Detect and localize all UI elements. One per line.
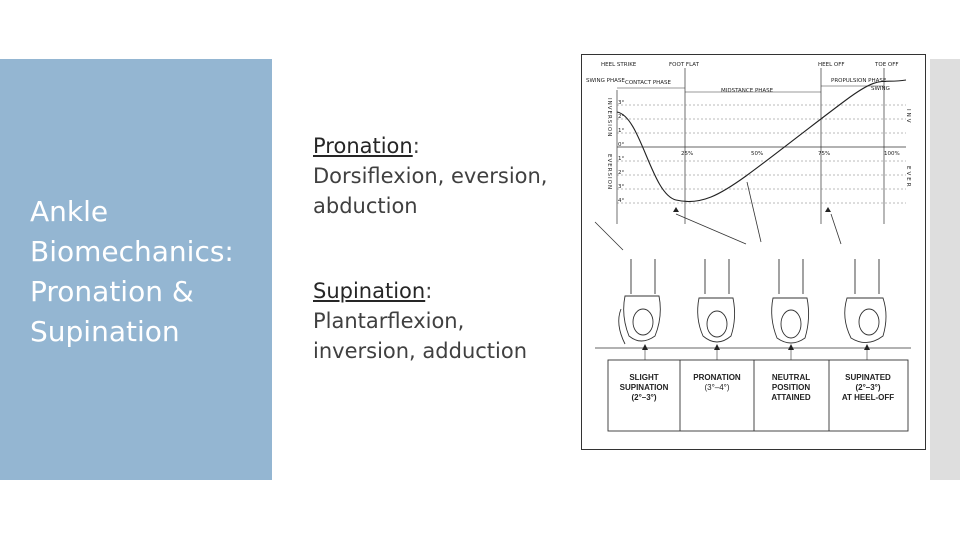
supination-definition [313, 276, 527, 366]
title-line: Ankle [30, 195, 109, 228]
box-label-line: SLIGHT [629, 373, 659, 382]
pronation-line: Dorsiflexion, eversion, [313, 164, 548, 188]
title-line: Biomechanics: [30, 235, 234, 268]
axis-label-ever-right: EVER [905, 166, 911, 189]
axis-label-eversion: EVERSION [606, 154, 612, 191]
right-edge-strip [930, 59, 960, 480]
y-tick-label: 1° [618, 156, 625, 162]
percent-label: 50% [751, 151, 764, 157]
phase-label: SWING PHASE [586, 78, 625, 84]
y-tick-label: 2° [618, 114, 625, 120]
axis-label-inversion: INVERSION [606, 98, 612, 138]
box-label-line: PRONATION [693, 373, 741, 382]
pronation-term: Pronation [313, 134, 413, 158]
box-label-line: (2°–3°) [631, 393, 657, 402]
gait-cycle-figure [581, 54, 926, 450]
title-line: Pronation & [30, 275, 194, 308]
pronation-definition [313, 131, 548, 221]
phase-label: PROPULSION PHASE [831, 78, 887, 84]
box-label-line: SUPINATION [619, 383, 669, 392]
event-label: HEEL STRIKE [601, 62, 637, 68]
box-label-line: (3°–4°) [704, 383, 730, 392]
event-label: HEEL OFF [818, 62, 845, 68]
y-tick-label: 0° [618, 142, 625, 148]
supination-colon: : [425, 279, 433, 303]
pronation-line: abduction [313, 194, 418, 218]
slide-title [30, 192, 270, 352]
y-tick-label: 3° [618, 100, 625, 106]
y-tick-label: 4° [618, 198, 625, 204]
phase-label: MIDSTANCE PHASE [721, 88, 774, 94]
phase-label: CONTACT PHASE [625, 80, 672, 86]
y-tick-label: 1° [618, 128, 625, 134]
supination-line: inversion, adduction [313, 339, 528, 363]
percent-label: 100% [884, 151, 900, 157]
box-label-line: ATTAINED [771, 393, 811, 402]
pronation-colon: : [412, 134, 420, 158]
box-label-line: NEUTRAL [771, 373, 811, 382]
axis-label-inv-right: INV [905, 109, 911, 125]
title-line: Supination [30, 315, 180, 348]
percent-label: 75% [818, 151, 831, 157]
supination-line: Plantarflexion, [313, 309, 465, 333]
phase-label: SWING [871, 86, 890, 92]
y-tick-label: 2° [618, 170, 625, 176]
box-label-line: POSITION [771, 383, 811, 392]
event-label: TOE OFF [875, 62, 899, 68]
supination-term: Supination [313, 279, 426, 303]
percent-label: 25% [681, 151, 694, 157]
event-label: FOOT FLAT [669, 62, 699, 68]
box-label-line: AT HEEL-OFF [841, 393, 895, 402]
box-label-line: (2°–3°) [855, 383, 881, 392]
box-label-line: SUPINATED [845, 373, 891, 382]
y-tick-label: 3° [618, 184, 625, 190]
